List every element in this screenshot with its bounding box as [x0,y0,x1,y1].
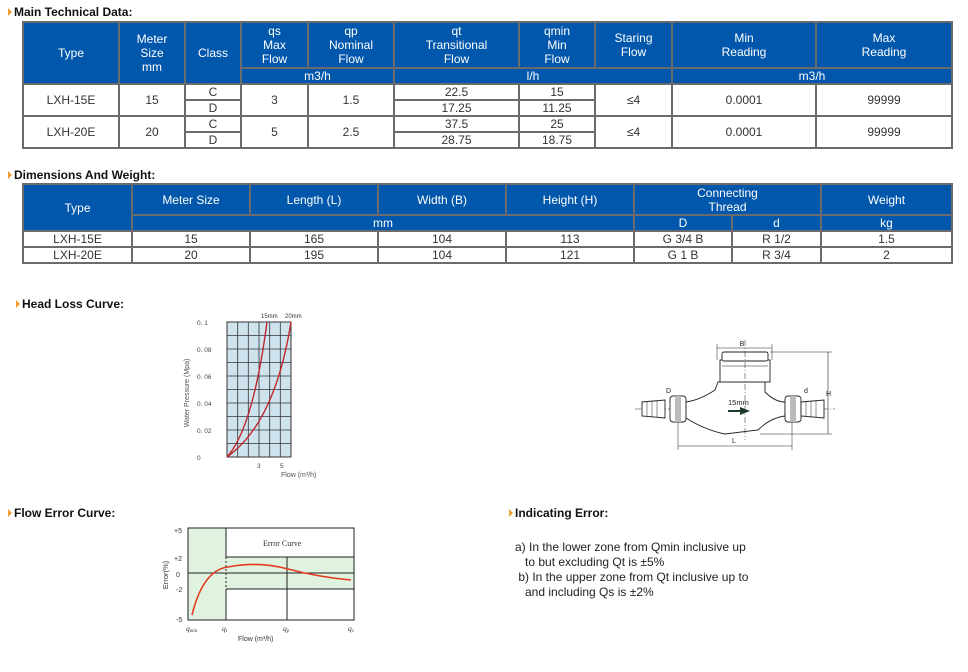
header-type: Type [23,22,119,84]
label-size: 15mm [728,398,749,407]
label-d: d [804,388,808,395]
cell-qmin: 15 [519,84,595,100]
cell-weight: 1.5 [821,231,952,247]
svg-text:0: 0 [176,572,180,579]
header-weight: Weight [821,184,952,215]
svg-text:qs: qs [348,624,354,634]
label-H: H [826,391,832,398]
cell-qt: 37.5 [394,116,519,132]
cell-staring: ≤4 [595,84,672,116]
main-technical-table [22,21,953,149]
unit-mm: mm [132,215,634,231]
cell-type: LXH-20E [23,116,119,148]
header-connecting-thread: Connecting Thread [634,184,821,215]
section-title-head-loss [16,297,124,311]
flow-error-chart [158,525,363,650]
cell-qt: 22.5 [394,84,519,100]
section-title-dimensions [8,168,155,182]
x-tick-3: 3 [257,463,261,470]
cell-staring: ≤4 [595,116,672,148]
table-row [23,116,952,132]
label-L: L [732,438,736,445]
table-row [23,247,952,263]
x-ticks [186,624,354,634]
svg-text:-5: -5 [176,617,183,624]
cell-class: C [185,84,241,100]
cell-max-reading: 99999 [816,84,952,116]
cell-qp: 2.5 [308,116,394,148]
unit-m3h-reading: m3/h [672,68,952,84]
cell-qp: 1.5 [308,84,394,116]
cell-thread-d: R 1/2 [732,231,821,247]
cell-height: 121 [506,247,634,263]
cell-min-reading: 0.0001 [672,116,816,148]
label-D: D [666,388,672,395]
cell-weight: 2 [821,247,952,263]
cell-width: 104 [378,231,506,247]
section-title-text: Main Technical Data: [14,5,133,19]
label-B: B [739,341,745,348]
cell-thread-D: G 3/4 B [634,231,732,247]
cell-qt: 28.75 [394,132,519,148]
svg-text:0. 04: 0. 04 [197,401,212,408]
cell-qmin: 25 [519,116,595,132]
svg-text:+2: +2 [174,556,182,563]
header-qmin: qmin Min Flow [519,22,595,68]
header-class: Class [185,22,241,84]
cell-size: 15 [119,84,185,116]
cell-height: 113 [506,231,634,247]
table-row [23,84,952,100]
cell-type: LXH-20E [23,247,132,263]
header-height: Height (H) [506,184,634,215]
header-qt: qt Transitional Flow [394,22,519,68]
header-type: Type [23,184,132,231]
header-width: Width (B) [378,184,506,215]
svg-text:qt: qt [222,624,228,634]
meter-dimension-drawing [630,330,840,465]
cell-qt: 17.25 [394,100,519,116]
bullet-icon [8,8,12,16]
y-axis-label: Water Pressure (Mpa) [184,358,191,428]
header-qs: qs Max Flow [241,22,308,68]
unit-D: D [634,215,732,231]
section-title-text: Indicating Error: [515,506,609,520]
unit-kg: kg [821,215,952,231]
cell-type: LXH-15E [23,231,132,247]
header-max-reading: Max Reading [816,22,952,68]
unit-m3h: m3/h [241,68,394,84]
table-row [23,231,952,247]
error-line-b2: and including Qs is ±2% [515,585,654,599]
unit-lh: l/h [394,68,672,84]
bullet-icon [16,300,20,308]
y-ticks [174,528,182,624]
section-title-main-technical [8,5,132,19]
svg-text:0. 1: 0. 1 [197,320,208,327]
svg-text:0: 0 [197,455,201,462]
head-loss-chart [175,308,335,488]
svg-text:0. 02: 0. 02 [197,428,212,435]
cell-class: C [185,116,241,132]
section-title-indicating-error [509,506,608,520]
svg-text:0. 08: 0. 08 [197,347,212,354]
cell-type: LXH-15E [23,84,119,116]
cell-class: D [185,100,241,116]
cell-class: D [185,132,241,148]
cell-max-reading: 99999 [816,116,952,148]
error-line-b1: b) In the upper zone from Qt inclusive up to [515,570,749,584]
x-axis-label: Flow (m³/h) [281,472,317,479]
cell-length: 195 [250,247,378,263]
cell-size: 15 [132,231,250,247]
section-title-flow-error [8,506,115,520]
svg-text:0. 06: 0. 06 [197,374,212,381]
cell-min-reading: 0.0001 [672,84,816,116]
series-label-20mm: 20mm [285,314,302,320]
cell-width: 104 [378,247,506,263]
y-axis-label: Error(%) [161,560,170,590]
header-min-reading: Min Reading [672,22,816,68]
cell-size: 20 [119,116,185,148]
cell-thread-D: G 1 B [634,247,732,263]
unit-d: d [732,215,821,231]
cell-size: 20 [132,247,250,263]
header-meter-size: Meter Size mm [119,22,185,84]
bullet-icon [8,171,12,179]
header-staring-flow: Staring Flow [595,22,672,68]
cell-thread-d: R 3/4 [732,247,821,263]
y-ticks [197,320,212,462]
indicating-error-text [515,540,748,600]
section-title-text: Flow Error Curve: [14,506,116,520]
bullet-icon [509,509,513,517]
header-qp: qp Nominal Flow [308,22,394,68]
chart-title: Error Curve [263,539,302,548]
svg-text:qp: qp [283,624,290,634]
error-line-a2: to but excluding Qt is ±5% [515,555,665,569]
series-label-15mm: 15mm [261,314,278,320]
cell-qs: 5 [241,116,308,148]
svg-text:+5: +5 [174,528,182,535]
svg-text:-2: -2 [176,587,183,594]
error-line-a1: a) In the lower zone from Qmin inclusive up [515,540,746,554]
svg-text:qmin: qmin [186,624,198,634]
section-title-text: Head Loss Curve: [22,297,125,311]
cell-length: 165 [250,231,378,247]
x-tick-5: 5 [280,463,284,470]
dimensions-table [22,183,953,264]
bullet-icon [8,509,12,517]
header-length: Length (L) [250,184,378,215]
cell-qmin: 18.75 [519,132,595,148]
cell-qmin: 11.25 [519,100,595,116]
cell-qs: 3 [241,84,308,116]
x-axis-label: Flow (m³/h) [238,636,274,643]
header-meter-size: Meter Size [132,184,250,215]
section-title-text: Dimensions And Weight: [14,168,156,182]
